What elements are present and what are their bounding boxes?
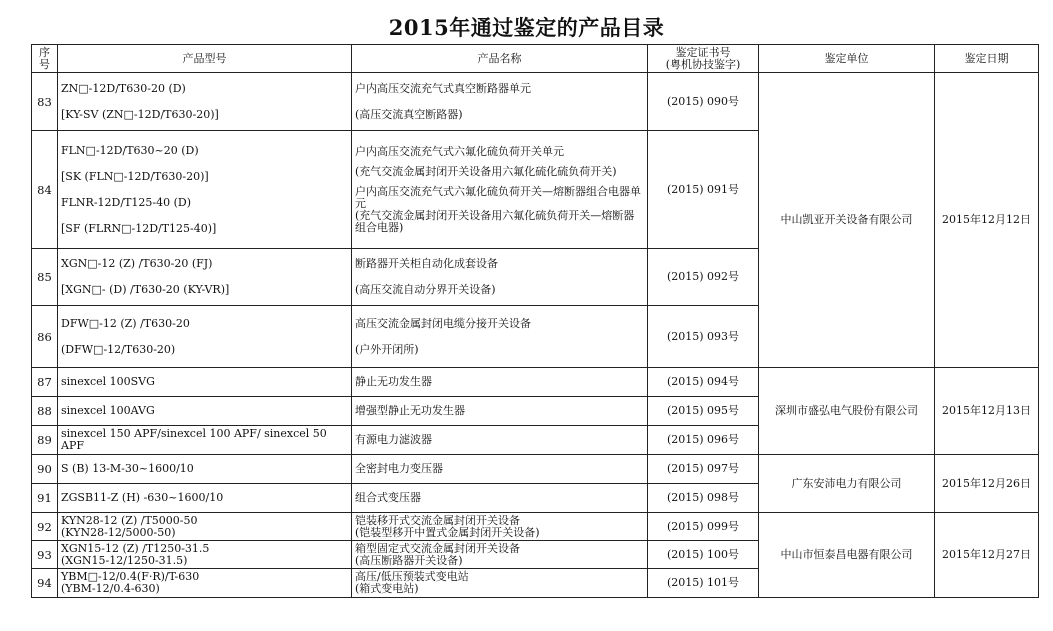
name-line: (高压交流自动分界开关设备) <box>355 283 496 296</box>
header-org: 鉴定单位 <box>759 45 935 73</box>
model-line: [KY-SV (ZN□-12D/T630-20)] <box>61 107 219 121</box>
name-line: 高压交流金属封闭电缆分接开关设备 <box>355 316 531 330</box>
model-line: [SK (FLN□-12D/T630-20)] <box>61 169 209 183</box>
product-name <box>352 513 648 541</box>
model-line: XGN□-12 (Z) /T630-20 (FJ) <box>61 257 213 270</box>
header-cert-line1: 鉴定证书号 <box>675 45 731 59</box>
model-line: [XGN□- (D) /T630-20 (KY-VR)] <box>61 283 230 296</box>
cert-number: (2015) 101号 <box>648 569 759 598</box>
product-model: S (B) 13-M-30~1600/10 <box>58 455 352 484</box>
row-number: 90 <box>32 455 58 484</box>
name-line: 高压/低压预装式变电站 <box>355 570 469 583</box>
product-model <box>58 541 352 569</box>
model-line: (YBM-12/0.4-630) <box>61 582 160 595</box>
product-model: sinexcel 150 APF/sinexcel 100 APF/ sinexcel 50 APF <box>58 426 352 455</box>
row-number: 84 <box>32 131 58 249</box>
row-number: 89 <box>32 426 58 455</box>
name-line: 断路器开关柜自动化成套设备 <box>355 257 498 270</box>
cert-number: (2015) 099号 <box>648 513 759 541</box>
row-number: 94 <box>32 569 58 598</box>
row-number: 83 <box>32 73 58 131</box>
date-cell: 2015年12月12日 <box>935 73 1039 368</box>
table-row <box>32 368 1039 397</box>
product-name: 组合式变压器 <box>352 484 648 513</box>
row-number: 86 <box>32 306 58 368</box>
product-model <box>58 306 352 368</box>
date-cell: 2015年12月27日 <box>935 513 1039 598</box>
org-cell: 中山凯亚开关设备有限公司 <box>759 73 935 368</box>
product-name: 全密封电力变压器 <box>352 455 648 484</box>
model-line: ZN□-12D/T630-20 (D) <box>61 81 186 95</box>
name-line: (充气交流金属封闭开关设备用六氟化硫化硫负荷开关) <box>355 164 617 178</box>
row-number: 91 <box>32 484 58 513</box>
date-cell: 2015年12月13日 <box>935 368 1039 455</box>
cert-number: (2015) 096号 <box>648 426 759 455</box>
table-row <box>32 73 1039 131</box>
product-model: sinexcel 100SVG <box>58 368 352 397</box>
header-cert <box>648 45 759 73</box>
name-line: 户内高压交流充气式六氟化硫负荷开关单元 <box>355 144 564 158</box>
cert-number: (2015) 093号 <box>648 306 759 368</box>
table-row <box>32 513 1039 541</box>
product-name <box>352 249 648 306</box>
name-line: 箱型固定式交流金属封闭开关设备 <box>355 541 520 555</box>
model-line: XGN15-12 (Z) /T1250-31.5 <box>61 541 210 555</box>
date-cell: 2015年12月26日 <box>935 455 1039 513</box>
row-number: 88 <box>32 397 58 426</box>
product-name <box>352 73 648 131</box>
row-number: 93 <box>32 541 58 569</box>
cert-number: (2015) 100号 <box>648 541 759 569</box>
header-date: 鉴定日期 <box>935 45 1039 73</box>
product-model <box>58 73 352 131</box>
header-cert-line2: (粤机协技鉴字) <box>665 57 741 71</box>
header-name: 产品名称 <box>352 45 648 73</box>
cert-number: (2015) 090号 <box>648 73 759 131</box>
product-name <box>352 306 648 368</box>
name-line: (铠装型移开中置式金属封闭开关设备) <box>355 525 540 539</box>
name-line: 铠装移开式交流金属封闭开关设备 <box>355 513 520 527</box>
name-line: (高压交流真空断路器) <box>355 107 463 121</box>
product-catalog-table <box>31 44 1039 598</box>
model-line: FLN□-12D/T630~20 (D) <box>61 143 199 157</box>
cert-number: (2015) 098号 <box>648 484 759 513</box>
name-line: 户内高压交流充气式六氟化硫负荷开关—熔断器组合电器单元 <box>355 184 641 210</box>
product-model <box>58 513 352 541</box>
model-line: [SF (FLRN□-12D/T125-40)] <box>61 221 217 235</box>
product-model <box>58 131 352 249</box>
product-name: 有源电力滤波器 <box>352 426 648 455</box>
org-cell: 广东安沛电力有限公司 <box>759 455 935 513</box>
row-number: 92 <box>32 513 58 541</box>
page-title: 2015年通过鉴定的产品目录 <box>388 15 665 40</box>
model-line: DFW□-12 (Z) /T630-20 <box>61 316 190 330</box>
product-name: 静止无功发生器 <box>352 368 648 397</box>
org-cell: 深圳市盛弘电气股份有限公司 <box>759 368 935 455</box>
product-name <box>352 541 648 569</box>
cert-number: (2015) 097号 <box>648 455 759 484</box>
model-line: YBM□-12/0.4(F·R)/T-630 <box>61 570 200 583</box>
product-model: sinexcel 100AVG <box>58 397 352 426</box>
cert-number: (2015) 092号 <box>648 249 759 306</box>
model-line: FLNR-12D/T125-40 (D) <box>61 195 192 209</box>
product-name <box>352 131 648 249</box>
model-line: (KYN28-12/5000-50) <box>61 525 176 539</box>
name-line: (箱式变电站) <box>355 582 419 595</box>
row-number: 87 <box>32 368 58 397</box>
row-number: 85 <box>32 249 58 306</box>
header-no: 序号 <box>32 45 58 73</box>
cert-number: (2015) 095号 <box>648 397 759 426</box>
name-line: (高压断路器开关设备) <box>355 553 463 567</box>
name-line: (充气交流金属封闭开关设备用六氟化硫负荷开关—熔断器组合电器) <box>355 208 635 234</box>
model-line: (XGN15-12/1250-31.5) <box>61 553 188 567</box>
product-model <box>58 249 352 306</box>
product-name <box>352 569 648 598</box>
table-header-row <box>32 45 1039 73</box>
product-name: 增强型静止无功发生器 <box>352 397 648 426</box>
table-row <box>32 455 1039 484</box>
cert-number: (2015) 094号 <box>648 368 759 397</box>
model-line: KYN28-12 (Z) /T5000-50 <box>61 513 198 527</box>
name-line: (户外开闭所) <box>355 342 419 356</box>
cert-number: (2015) 091号 <box>648 131 759 249</box>
product-model: ZGSB11-Z (H) -630~1600/10 <box>58 484 352 513</box>
name-line: 户内高压交流充气式真空断路器单元 <box>355 81 531 95</box>
model-line: (DFW□-12/T630-20) <box>61 342 176 356</box>
org-cell: 中山市恒泰昌电器有限公司 <box>759 513 935 598</box>
header-model: 产品型号 <box>58 45 352 73</box>
product-model <box>58 569 352 598</box>
